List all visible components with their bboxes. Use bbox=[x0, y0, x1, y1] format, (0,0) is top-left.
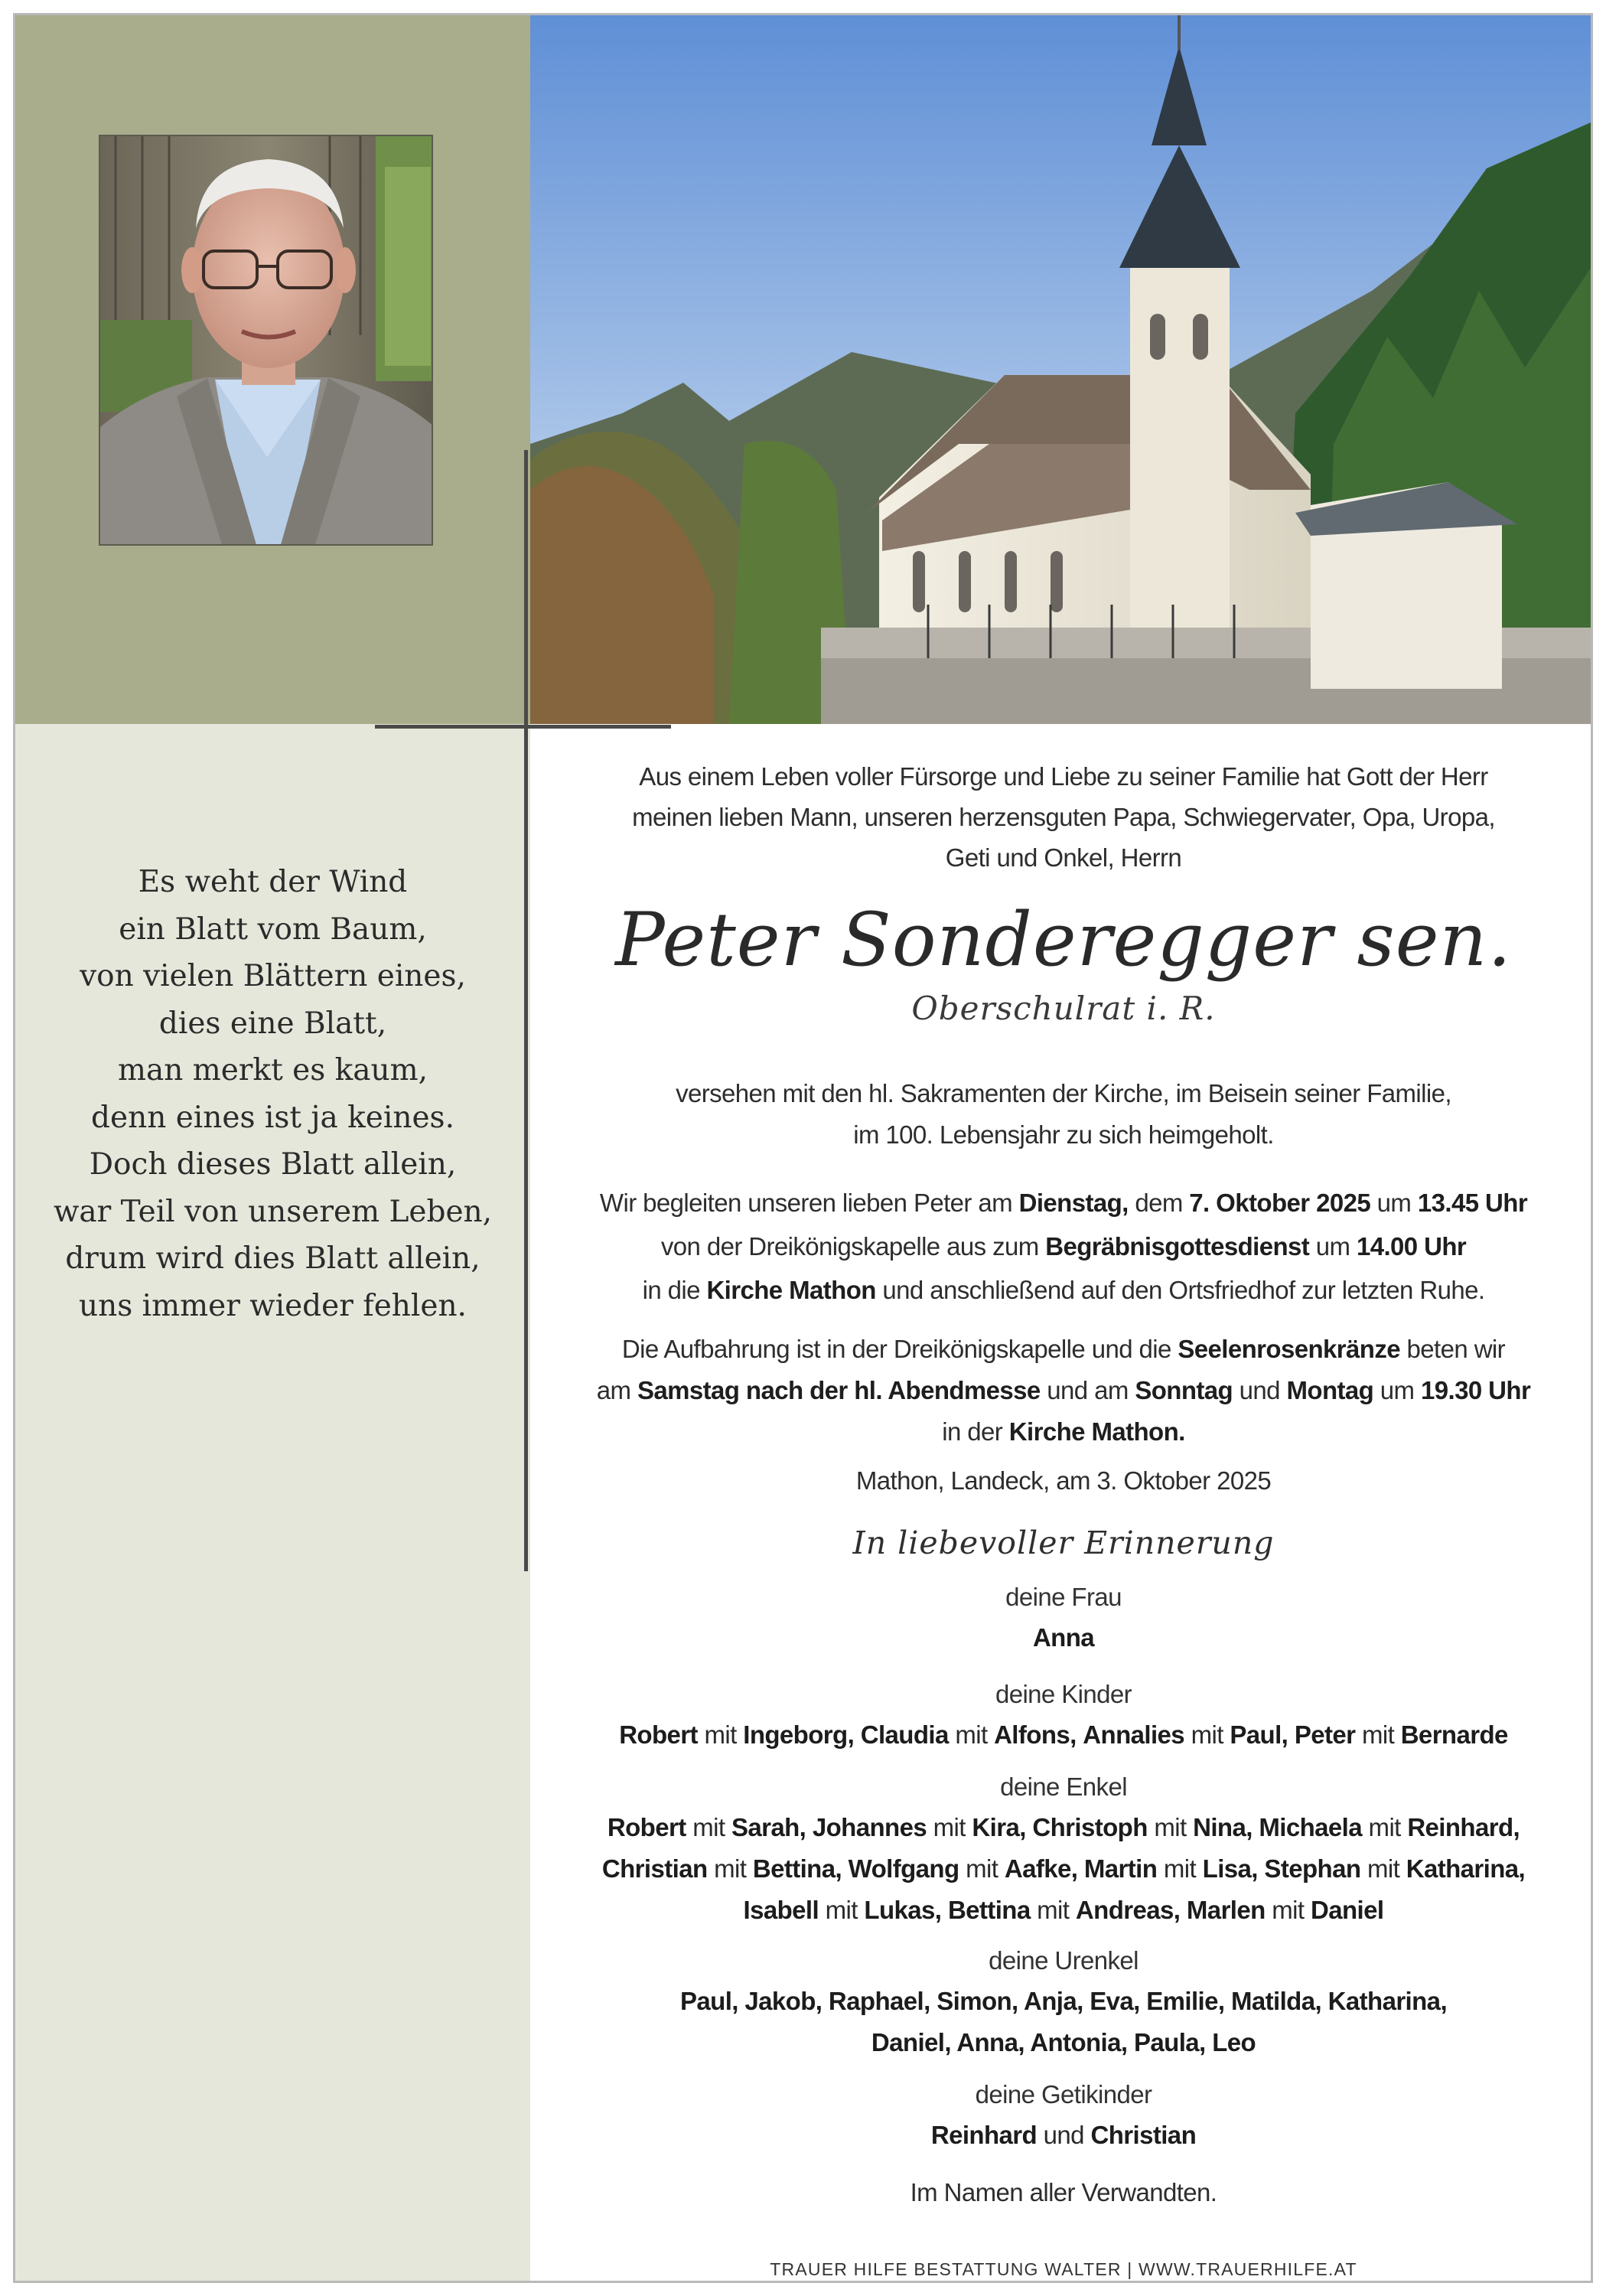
funeral-line-2: von der Dreikönigskapelle aus zum Begräbnisgottesdienst um 14.00 Uhr bbox=[660, 1232, 1467, 1261]
mourner-label: deine Enkel bbox=[1000, 1773, 1127, 1801]
poem-line: ein Blatt vom Baum, bbox=[119, 912, 427, 947]
intro-line: meinen lieben Mann, unseren herzensguten Papa, Schwiegervater, Opa, Uropa, bbox=[632, 803, 1495, 831]
intro-line: Geti und Onkel, Herrn bbox=[945, 843, 1182, 872]
place-date: Mathon, Landeck, am 3. Oktober 2025 bbox=[855, 1466, 1272, 1495]
intro-line: Aus einem Leben voller Fürsorge und Liebe zu seiner Familie hat Gott der Herr bbox=[639, 762, 1488, 791]
cross-horizontal-bar bbox=[375, 725, 671, 729]
mourner-names: Anna bbox=[1032, 1623, 1095, 1652]
sacraments-line: versehen mit den hl. Sakramenten der Kirche, im Beisein seiner Familie, bbox=[676, 1079, 1451, 1107]
wake-line-2: am Samstag nach der hl. Abendmesse und am Sonntag und Montag um 19.30 Uhr bbox=[596, 1376, 1531, 1404]
mourner-label: deine Frau bbox=[1005, 1583, 1122, 1611]
mourners-wife bbox=[536, 1577, 1591, 1658]
mourner-names: Christian mit Bettina, Wolfgang mit Aafke, Martin mit Lisa, Stephan mit Katharina, bbox=[601, 1854, 1526, 1883]
mourner-label: deine Kinder bbox=[995, 1680, 1132, 1708]
funeral-home-footer: TRAUER HILFE BESTATTUNG WALTER | WWW.TRAUERHILFE.AT bbox=[770, 2259, 1357, 2279]
mourner-label: deine Urenkel bbox=[989, 1946, 1139, 1975]
wake-line-3: in der Kirche Mathon. bbox=[942, 1417, 1185, 1446]
mourners-grandchildren bbox=[536, 1766, 1591, 1931]
remembrance-heading: In liebevoller Erinnerung bbox=[852, 1525, 1275, 1561]
mourner-names: Paul, Jakob, Raphael, Simon, Anja, Eva, Emilie, Matilda, Katharina, bbox=[679, 1987, 1448, 2015]
mourners-godchildren bbox=[536, 2074, 1591, 2156]
deceased-title: Oberschulrat i. R. bbox=[911, 990, 1216, 1027]
funeral-line-3: in die Kirche Mathon und anschließend auf den Ortsfriedhof zur letzten Ruhe. bbox=[642, 1276, 1485, 1304]
mourner-names: Reinhard und Christian bbox=[930, 2121, 1197, 2149]
wake-line-1: Die Aufbahrung ist in der Dreikönigskapelle und die Seelenrosenkränze beten wir bbox=[621, 1335, 1506, 1363]
mourners-children bbox=[536, 1674, 1591, 1756]
intro-text bbox=[536, 756, 1591, 878]
mourner-names: Isabell mit Lukas, Bettina mit Andreas, Marlen mit Daniel bbox=[743, 1896, 1384, 1924]
funeral-line-1: Wir begleiten unseren lieben Peter am Dienstag, dem 7. Oktober 2025 um 13.45 Uhr bbox=[599, 1189, 1528, 1217]
poem-line: war Teil von unserem Leben, bbox=[53, 1194, 493, 1229]
poem-line: dies eine Blatt, bbox=[158, 1006, 387, 1041]
mourners-great-grandchildren bbox=[536, 1940, 1591, 2063]
poem-line: Doch dieses Blatt allein, bbox=[89, 1147, 457, 1182]
portrait-photo bbox=[99, 135, 433, 546]
mourner-names: Daniel, Anna, Antonia, Paula, Leo bbox=[871, 2028, 1256, 2056]
mourner-names: Robert mit Sarah, Johannes mit Kira, Christoph mit Nina, Michaela mit Reinhard, bbox=[607, 1813, 1520, 1841]
mourner-names: Robert mit Ingeborg, Claudia mit Alfons, Annalies mit Paul, Peter mit Bernarde bbox=[619, 1720, 1508, 1749]
poem-line: man merkt es kaum, bbox=[117, 1053, 428, 1088]
poem-line: denn eines ist ja keines. bbox=[91, 1100, 454, 1135]
church-photo bbox=[530, 15, 1591, 724]
closing-text: Im Namen aller Verwandten. bbox=[910, 2178, 1217, 2206]
sacraments-line: im 100. Lebensjahr zu sich heimgeholt. bbox=[853, 1120, 1274, 1149]
poem bbox=[15, 859, 530, 1329]
sacraments-text bbox=[536, 1073, 1591, 1156]
poem-line: Es weht der Wind bbox=[138, 865, 408, 899]
mourner-label: deine Getikinder bbox=[975, 2080, 1152, 2108]
poem-line: uns immer wieder fehlen. bbox=[79, 1288, 467, 1323]
deceased-name: Peter Sonderegger sen. bbox=[615, 897, 1512, 983]
wake-details bbox=[536, 1329, 1591, 1453]
funeral-details bbox=[536, 1181, 1591, 1312]
poem-line: drum wird dies Blatt allein, bbox=[65, 1241, 480, 1276]
poem-line: von vielen Blättern eines, bbox=[80, 959, 466, 993]
